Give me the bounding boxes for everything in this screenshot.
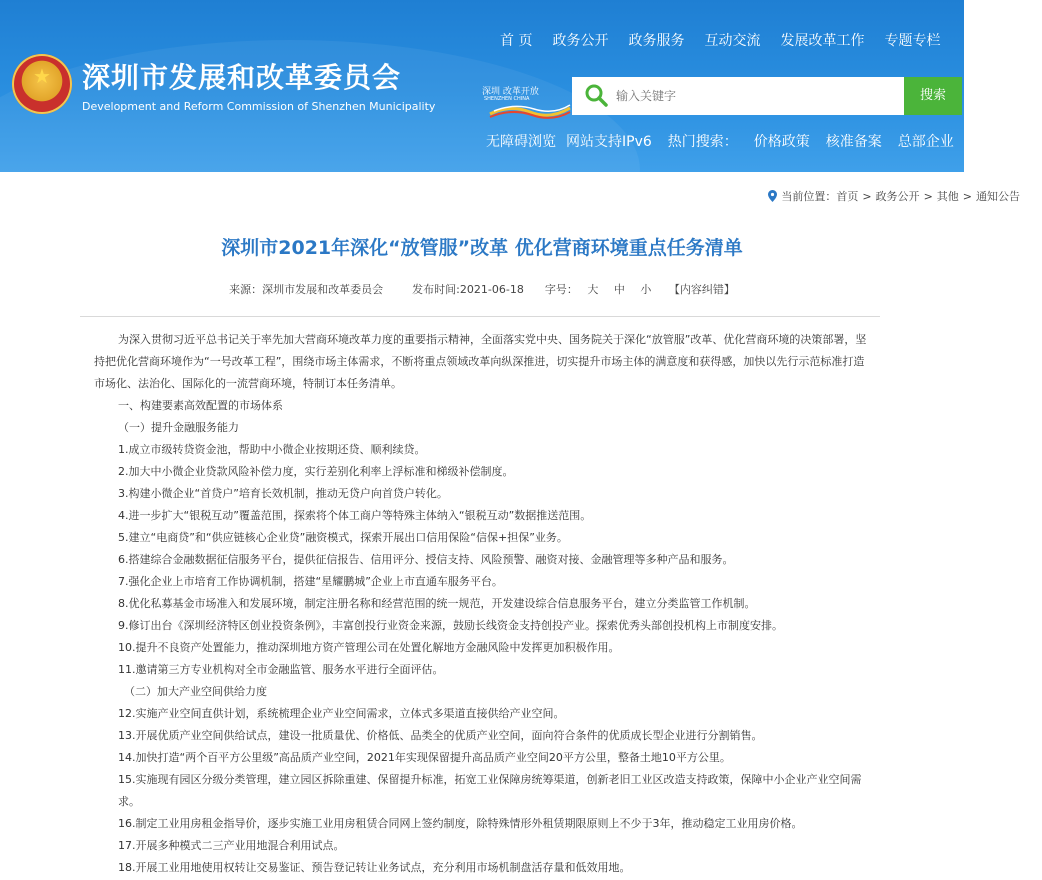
article-title: 深圳市2021年深化“放管服”改革 优化营商环境重点任务清单 (221, 237, 743, 259)
intro-paragraph: 为深入贯彻习近平总书记关于率先加大营商环境改革力度的重要指示精神，全面落实党中央、国务院关于深化“放管服”改革、优化营商环境的决策部署，坚持把优化营商环境作为“一号改革工程”，围绕市场主体需求，不断将重点领域改革向纵深推进，切实提升市场主体的满意度和获得感，加快以先行示范标准打造市场化、法治化、国际化的一流营商环境，特制订本任务清单。 (94, 333, 867, 390)
ipv6-support-link[interactable]: 网站支持IPv6 (566, 134, 652, 150)
publish-time-value: 2021-06-18 (459, 283, 524, 296)
article-body (94, 329, 870, 879)
hot-search-support-plans[interactable]: 扶持计划 (969, 134, 1026, 150)
nav-item-interaction[interactable]: 互动交流 (704, 33, 761, 49)
search-box (572, 77, 904, 115)
hot-search-hq-enterprises[interactable]: 总部企业 (897, 134, 954, 150)
divider (80, 316, 880, 317)
publish-time-label: 发布时间: (412, 283, 460, 296)
list-item: 7.强化企业上市培育工作协调机制，搭建“星耀鹏城”企业上市直通车服务平台。 (118, 575, 503, 588)
site-title[interactable]: 深圳市发展和改革委员会 (82, 61, 402, 94)
breadcrumb (768, 188, 1020, 204)
location-pin-icon (768, 190, 777, 202)
breadcrumb-other[interactable]: 其他 (936, 190, 959, 203)
list-item: 15.实施现有园区分级分类管理，建立园区拆除重建、保留提升标准，拓宽工业保障房统筹渠道，创新老旧工业区改造支持政策，保障中小企业产业空间需求。 (118, 773, 862, 808)
list-item: 16.制定工业用房租金指导价，逐步实施工业用房租赁合同网上签约制度，除特殊情形外租赁期限原则上不少于3年，推动稳定工业用房价格。 (118, 817, 803, 830)
list-item: 10.提升不良资产处置能力，推动深圳地方资产管理公司在处置化解地方金融风险中发挥更加积极作用。 (118, 641, 620, 654)
search-button[interactable]: 搜索 (904, 77, 962, 115)
national-emblem-icon (12, 54, 72, 114)
nav-item-gov-services[interactable]: 政务服务 (628, 33, 685, 49)
nav-item-special-topics[interactable]: 专题专栏 (884, 33, 941, 49)
hot-search-label: 热门搜索： (667, 134, 738, 150)
search-icon (584, 83, 608, 107)
list-item: 17.开展多种模式二三产业用地混合利用试点。 (118, 839, 345, 852)
breadcrumb-notices[interactable]: 通知公告 (976, 190, 1020, 203)
search-input[interactable] (616, 77, 900, 115)
nav-item-home[interactable]: 首 页 (500, 33, 533, 49)
source-value: 深圳市发展和改革委员会 (262, 283, 384, 296)
accessibility-link[interactable]: 无障碍浏览 (486, 134, 556, 150)
font-size-small[interactable]: 小 (640, 283, 652, 296)
subsection-heading: （一）提升金融服务能力 (118, 421, 239, 434)
list-item: 1.成立市级转贷资金池，帮助中小微企业按期还贷、顺利续贷。 (118, 443, 426, 456)
list-item: 6.搭建综合金融数据征信服务平台，提供征信报告、信用评分、授信支持、风险预警、融资对接、金融管理等多种产品和服务。 (118, 553, 734, 566)
hot-search-price-policy[interactable]: 价格政策 (753, 134, 810, 150)
section-heading: 一、构建要素高效配置的市场体系 (118, 399, 283, 412)
font-size-label: 字号： (544, 283, 578, 296)
article-meta (0, 281, 964, 297)
nav-item-reform-work[interactable]: 发展改革工作 (780, 33, 865, 49)
font-size-large[interactable]: 大 (587, 283, 599, 296)
list-item: 13.开展优质产业空间供给试点，建设一批质量优、价格低、品类全的优质产业空间，面向符合条件的优质成长型企业进行分割销售。 (118, 729, 763, 742)
city-logo-text: 深圳 改革开放 (482, 87, 539, 97)
site-header (0, 0, 1026, 172)
content-correction-link[interactable]: 【内容纠错】 (668, 283, 735, 296)
city-logo-wave-icon (490, 104, 570, 118)
hot-search-approval-filing[interactable]: 核准备案 (825, 134, 882, 150)
nav-item-gov-affairs[interactable]: 政务公开 (552, 33, 609, 49)
list-item: 11.邀请第三方专业机构对全市金融监管、服务水平进行全面评估。 (118, 663, 444, 676)
list-item: 8.优化私募基金市场准入和发展环境，制定注册名称和经营范围的统一规范，开发建设综合信息服务平台，建立分类监管工作机制。 (118, 597, 756, 610)
list-item: 12.实施产业空间直供计划，系统梳理企业产业空间需求，立体式多渠道直接供给产业空间。 (118, 707, 565, 720)
breadcrumb-label: 当前位置： (781, 190, 837, 203)
list-item: 14.加快打造“两个百平方公里级”高品质产业空间，2021年实现保留提升高品质产业空间20平方公里，整备土地10平方公里。 (118, 751, 731, 764)
top-navigation (500, 30, 960, 50)
shenzhen-city-logo (482, 82, 570, 118)
list-item: 9.修订出台《深圳经济特区创业投资条例》，丰富创投行业资金来源，鼓励长线资金支持创投产业。探索优秀头部创投机构上市制度安排。 (118, 619, 783, 632)
quick-links (486, 131, 1042, 151)
font-size-medium[interactable]: 中 (613, 283, 625, 296)
list-item: 3.构建小微企业“首贷户”培育长效机制，推动无贷户向首贷户转化。 (118, 487, 448, 500)
list-item: 18.开展工业用地使用权转让交易鉴证、预告登记转让业务试点，充分利用市场机制盘活存量和低效用地。 (118, 861, 631, 874)
subsection-heading: （二）加大产业空间供给力度 (124, 685, 267, 698)
source-label: 来源： (229, 283, 263, 296)
breadcrumb-gov-affairs[interactable]: 政务公开 (875, 190, 920, 203)
list-item: 5.建立“电商贷”和“供应链核心企业贷”融资模式，探索开展出口信用保险“信保+担保”业务。 (118, 531, 568, 544)
breadcrumb-separator: > (923, 189, 933, 203)
city-logo-subtext: SHENZHEN CHINA (484, 96, 530, 102)
breadcrumb-home[interactable]: 首页 (836, 190, 859, 203)
breadcrumb-separator: > (962, 189, 972, 203)
breadcrumb-separator: > (862, 189, 872, 203)
list-item: 4.进一步扩大“银税互动”覆盖范围，探索将个体工商户等特殊主体纳入“银税互动”数据推送范围。 (118, 509, 592, 522)
site-subtitle: Development and Reform Commission of Shenzhen Municipality (82, 100, 436, 113)
list-item: 2.加大中小微企业贷款风险补偿力度，实行差别化利率上浮标准和梯级补偿制度。 (118, 465, 514, 478)
